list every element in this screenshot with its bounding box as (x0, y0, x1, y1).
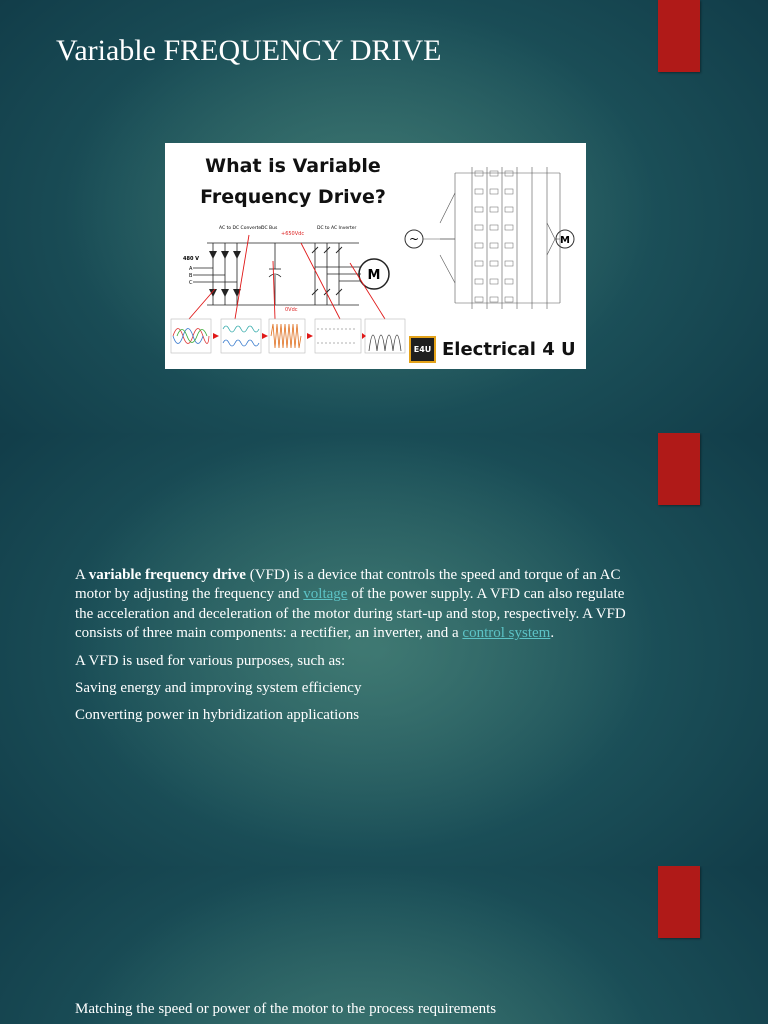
slide-title: Variable FREQUENCY DRIVE (56, 34, 442, 67)
accent-bar (658, 433, 700, 505)
vfd-definition-paragraph (75, 566, 635, 644)
text-run: A (75, 567, 89, 583)
use-item-hybridization: Converting power in hybridization applications (75, 707, 360, 724)
slide-3 (0, 866, 768, 1024)
phase-c-label: C (189, 280, 193, 286)
voltage-link[interactable]: voltage (303, 586, 348, 603)
phase-a-label: A (189, 266, 193, 272)
bold-term: variable frequency drive (88, 567, 246, 583)
vdc-zero-label: 0Vdc (285, 307, 298, 313)
control-system-link[interactable]: control system (462, 625, 551, 642)
motor-symbol-left: M (367, 268, 381, 283)
text-run: (VFD) is a device that controls the speed and torque of an AC motor by adjusting the frequency and (75, 567, 621, 603)
inverter-label: DC to AC Inverter (317, 226, 357, 231)
accent-bar (658, 0, 700, 72)
slide-body (75, 1000, 635, 1024)
uses-intro: A VFD is used for various purposes, such as: (75, 652, 346, 669)
slide-1 (0, 0, 768, 433)
text-run: . (550, 625, 555, 642)
vdc-positive-label: +650Vdc (281, 231, 305, 237)
figure-heading: What is Variable Frequency Drive? (200, 155, 386, 208)
slide-body (75, 566, 635, 734)
rectifier-label: AC to DC Converter (219, 226, 263, 231)
text-run: of the power supply. A VFD can also regulate the acceleration and deceleration of the motor during start-up and stop, respectively. A VFD consists of three main components: a rectifier, an inverter, and a (75, 586, 626, 642)
use-item-energy: Saving energy and improving system efficiency (75, 680, 362, 697)
slide-2 (0, 433, 768, 866)
input-voltage-label: 480 V (183, 256, 200, 262)
phase-b-label: B (189, 273, 193, 279)
use-item-matching: Matching the speed or power of the motor to the process requirements (75, 1001, 497, 1017)
dcbus-label: DC Bus (261, 226, 278, 231)
ac-source-symbol: ~ (408, 232, 420, 246)
accent-bar (658, 866, 700, 938)
brand-logo-icon: E4U (409, 336, 436, 363)
brand-name: Electrical 4 U (442, 339, 576, 360)
vfd-figure (165, 143, 586, 369)
brand (409, 336, 576, 363)
motor-symbol-right: M (560, 235, 570, 246)
